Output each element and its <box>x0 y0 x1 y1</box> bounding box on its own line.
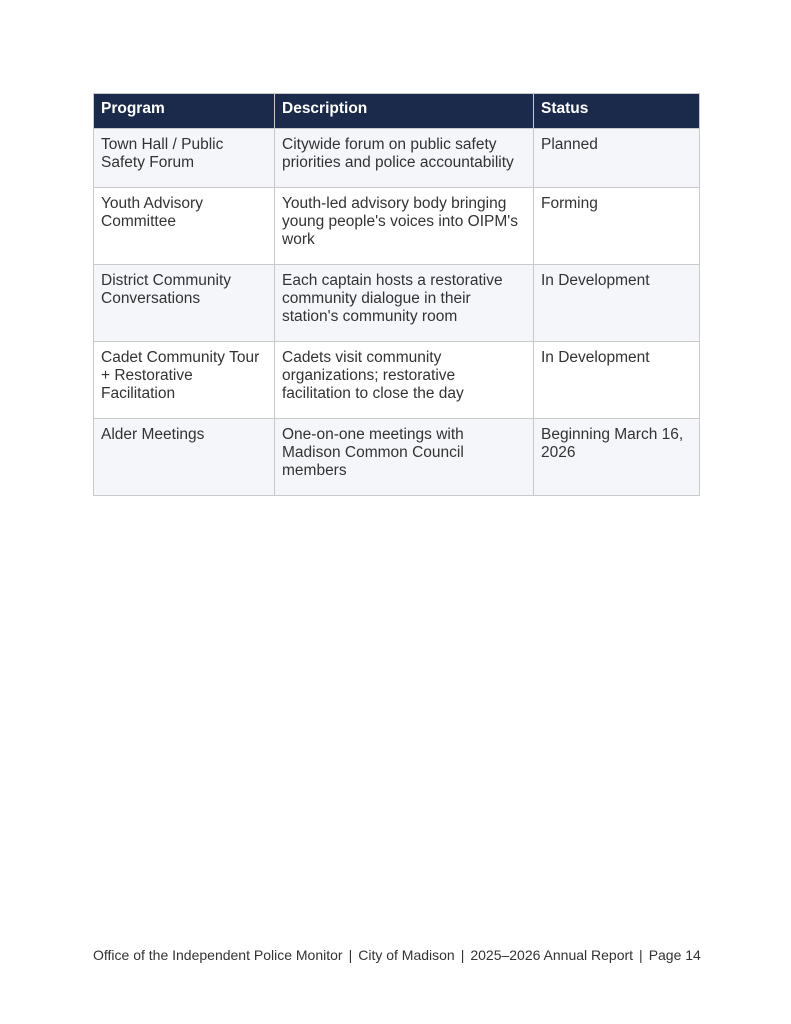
header-program: Program <box>94 94 275 129</box>
cell-description: Citywide forum on public safety priorities and police accountability <box>275 129 534 188</box>
cell-program: District Community Conversations <box>94 265 275 342</box>
cell-status: In Development <box>534 342 700 419</box>
table-row <box>94 265 700 342</box>
cell-status: Beginning March 16, 2026 <box>534 419 700 496</box>
table-row <box>94 129 700 188</box>
cell-status: In Development <box>534 265 700 342</box>
header-description: Description <box>275 94 534 129</box>
cell-description: One-on-one meetings with Madison Common Council members <box>275 419 534 496</box>
cell-status: Planned <box>534 129 700 188</box>
header-status: Status <box>534 94 700 129</box>
page-footer <box>93 947 713 963</box>
cell-description: Youth-led advisory body bringing young people's voices into OIPM's work <box>275 188 534 265</box>
cell-program: Alder Meetings <box>94 419 275 496</box>
table-row <box>94 419 700 496</box>
cell-program: Town Hall / Public Safety Forum <box>94 129 275 188</box>
cell-program: Youth Advisory Committee <box>94 188 275 265</box>
footer-separator: | <box>460 947 465 963</box>
programs-table <box>93 93 700 496</box>
table-row <box>94 342 700 419</box>
table-header-row <box>94 94 700 129</box>
table-row <box>94 188 700 265</box>
cell-status: Forming <box>534 188 700 265</box>
cell-description: Each captain hosts a restorative community dialogue in their station's community room <box>275 265 534 342</box>
footer-separator: | <box>348 947 353 963</box>
footer-office: Office of the Independent Police Monitor <box>93 947 343 963</box>
footer-page-number: Page 14 <box>648 947 701 963</box>
footer-separator: | <box>639 947 643 963</box>
footer-city: City of Madison <box>358 947 455 963</box>
footer-report: 2025–2026 Annual Report <box>470 947 634 963</box>
cell-program: Cadet Community Tour + Restorative Facilitation <box>94 342 275 419</box>
cell-description: Cadets visit community organizations; restorative facilitation to close the day <box>275 342 534 419</box>
